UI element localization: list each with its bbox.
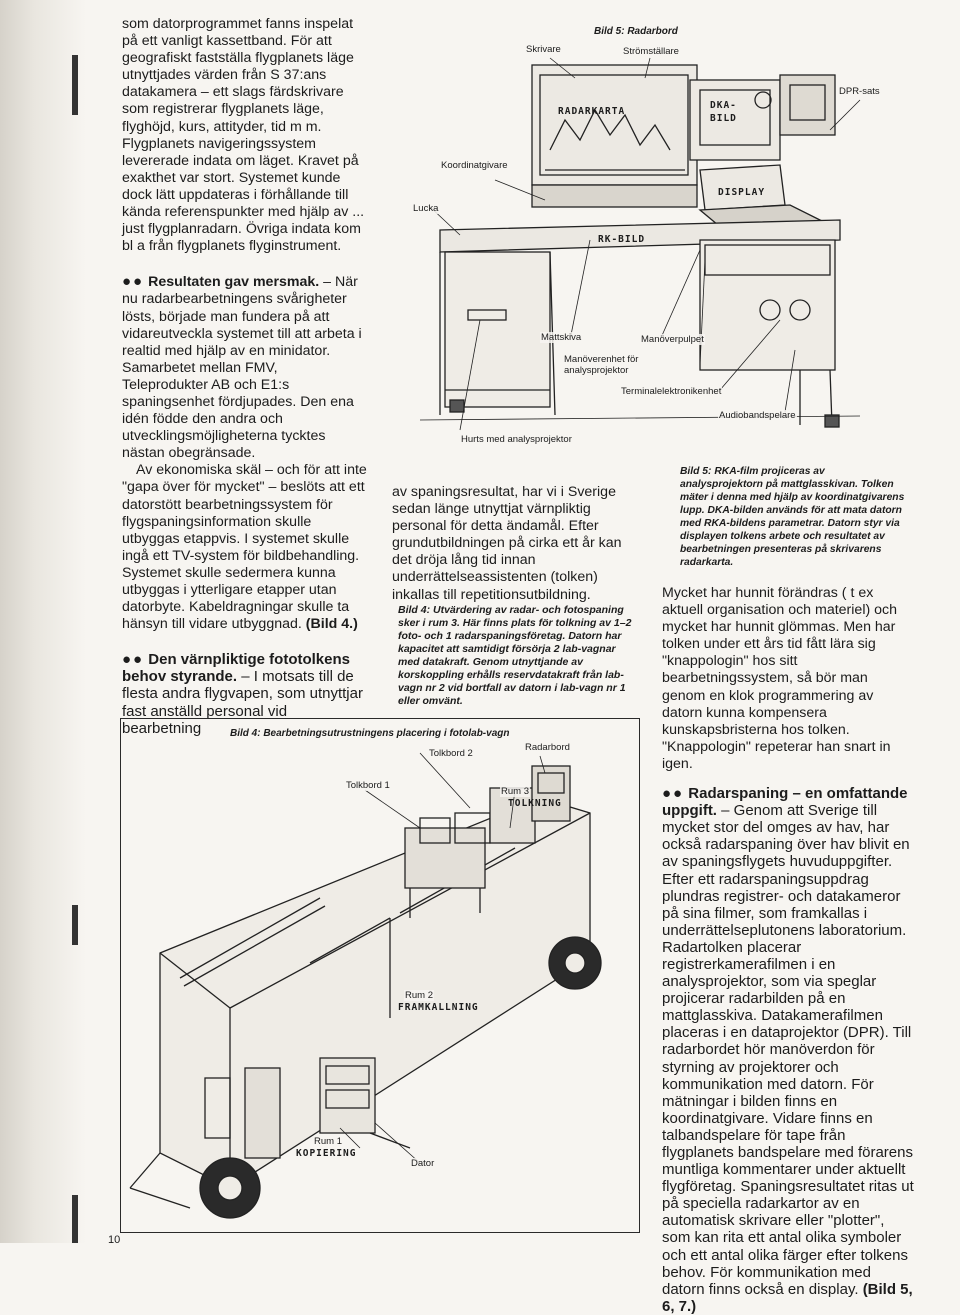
screen-bild: BILD	[710, 113, 737, 124]
label-rum-2-name: FRAMKALLNING	[398, 1002, 479, 1013]
screen-rk-bild: RK-BILD	[598, 234, 646, 245]
right-heading-1: ●● Radarspaning – en omfattande uppgift. – Genom att Sverige till mycket stor del omges av hav, har också radarspaning över hav blivit en av spaningsflygets huvuduppgifter. Efter ett radarspaningsuppdrag plundras registrer- och datakameror på sina filmer, som framkallas i underrättelseplutonens laboratorium. Radartolken placerar registrerkamerafilmen i en analysprojektor, som via speglar projicerar radarbilden på en mattglasskiva. Datakamerafilmen placeras i en dataprojektor (DPR). Till radarbordet hör manöverdon för styrning av projektorer och kommunikation med datorn. För mätningar i bilden finns en koordinatgivare. Vidare finns en talbandspelare för tape från flygplanets bandspelare med förarens muntliga kommentarer under aktuellt flygföretag. Spaningsresultatet ritas ut på speciella radarkartor av en automatisk skrivare eller "plotter", som kan rita ett antal olika symboler och ett antal olika färger efter tolkens behov. För kommunikation med datorn finns också en display. (Bild 5, 6, 7.)	[662, 785, 914, 1315]
left-heading-2: ●● Den värnpliktige fototolkens behov styrande. – I motsats till de flesta andra flygvapen, som utnyttjar fast anställd personal vid bearbetning	[122, 651, 363, 737]
label-manoverenhet: Manöverenhet för analysprojektor	[563, 354, 685, 376]
page-binding-shadow	[0, 0, 86, 1243]
label-audio: Audiobandspelare	[719, 410, 796, 421]
label-rum-2: Rum 2	[405, 990, 433, 1001]
binding-mark	[72, 905, 78, 945]
binding-mark	[72, 55, 78, 115]
right-paragraph-1: Mycket har hunnit förändras ( t ex aktuell organisation och materiel) och mycket har hunnit glömmas. Men har tolken under ett års tid fått lära sig "knappologin" hos sitt bearbetningssystem, så bör man genom en klok programmering av datorn kunna kompensera kunskapsbristerna hos tolken. "Knappologin" repeterar han snart in igen.	[662, 585, 898, 772]
figure-5-caption: Bild 5: RKA-film projiceras av analysprojektorn på mattglasskivan. Tolken mäter i denna med hjälp av koordinatgivarens lupp. DKA-bilden används för att mata datorn med RKA-bildens parametrar. Datorn styr via displayen tolkens arbete och resultatet av bearbetningen presenteras på skrivarens radarkarta.	[680, 466, 905, 568]
left-paragraph-1: som datorprogrammet fanns inspelat på ett vanligt kassettband. För att geografiskt fastställa flygplanets läge utnyttjades värden från S 37:ans datakamera – ett slags färdskrivare som registrerar flygplanets läge, flyghöjd, kurs, attityder, tid m m. Flygplanets navigeringssystem levererade indata om läget. Kravet på exakthet var stort. Systemet kunde dock lätt uppdateras i förhållande till kända referenspunkter med hjälp av ... just flygplanradarn. Övriga indata kom bl a från flygplanets flyginstrument.	[122, 16, 365, 255]
label-rum-3: Rum 3	[501, 786, 529, 797]
right-column	[662, 585, 914, 1315]
label-mattskiva: Mattskiva	[541, 332, 582, 343]
middle-paragraph-1: av spaningsresultat, har vi i Sverige sedan länge utnyttjat värnpliktig personal för detta ändamål. Efter grundutbildningen på cirka ett år kan det dröja lång tid innan underrättelseassistenten (tolken) inkallas till repetitionsutbildning.	[392, 484, 622, 603]
lab-wagon-drawing	[120, 718, 640, 1233]
figure-5-radar-table	[400, 20, 880, 460]
label-rum-1: Rum 1	[314, 1136, 342, 1147]
label-tolkbord-2: Tolkbord 2	[429, 748, 473, 759]
figure-5-title: Bild 5: Radarbord	[594, 26, 678, 37]
bullet-icon: ●●	[122, 651, 145, 669]
label-terminal: Terminalelektronikenhet	[621, 386, 722, 397]
label-tolkbord-1: Tolkbord 1	[346, 780, 390, 791]
label-rum-1-name: KOPIERING	[296, 1148, 357, 1159]
label-stromstallare: Strömställare	[623, 46, 679, 57]
label-dator: Dator	[411, 1158, 435, 1169]
binding-mark	[72, 1195, 78, 1243]
label-hurts: Hurts med analysprojektor	[461, 434, 572, 445]
label-koordinatgivare: Koordinatgivare	[441, 160, 508, 171]
figure-4-title: Bild 4: Bearbetningsutrustningens placering i fotolab-vagn	[230, 728, 510, 739]
label-radarbord: Radarbord	[525, 742, 570, 753]
label-dpr: DPR-sats	[839, 86, 880, 97]
label-rum-3-name: TOLKNING	[508, 798, 562, 809]
middle-column	[392, 484, 644, 604]
label-skrivare: Skrivare	[526, 44, 561, 55]
left-column	[122, 16, 367, 737]
screen-display: DISPLAY	[718, 187, 766, 198]
figure-4-lab-wagon	[120, 718, 640, 1233]
figure-4-caption: Bild 4: Utvärdering av radar- och fotospaning sker i rum 3. Här finns plats för tolkning av 1–2 foto- och 1 radarspaningsföretag. Datorn har kapacitet att samtidigt försörja 2 lab-vagnar med datakraft. Genom utnyttjande av korskoppling erhålls reservdatakraft från lab-vagn nr 2 vid bortfall av datorn i lab-vagn nr 1 eller omvänt.	[398, 604, 632, 707]
screen-radarkarta: RADARKARTA	[558, 106, 626, 117]
page-number: 10	[108, 1234, 121, 1246]
label-manoverpulpet: Manöverpulpet	[641, 334, 704, 345]
bullet-icon: ●●	[662, 785, 685, 803]
screen-dka: DKA-	[710, 100, 737, 111]
label-lucka: Lucka	[413, 203, 439, 214]
bullet-icon: ●●	[122, 273, 145, 291]
left-heading-1: ●● Resultaten gav mersmak. – När nu radarbearbetningens svårigheter lösts, började man fundera på att vidareutveckla systemet till att arbeta i realtid med hjälp av en minidator. Samarbetet mellan FMV, Teleprodukter AB och E1:s spaningsenhet fördjupades. Den ena idén födde den andra och utvecklingsmöjligheterna tycktes nästan obegränsade.	[122, 273, 362, 462]
left-paragraph-3: Av ekonomiska skäl – och för att inte "gapa över för mycket" – beslöts att ett datorstött bearbetningssystem för flygspaningsinformation skulle utbyggas etappvis. I systemet skulle ingå ett TV-system för bildbehandling. Systemet skulle sedermera kunna utbyggas i ytterligare etapper utan datorbyte. Kabeldragningar skulle ta hänsyn till vidare utbyggnad. (Bild 4.)	[122, 462, 367, 633]
